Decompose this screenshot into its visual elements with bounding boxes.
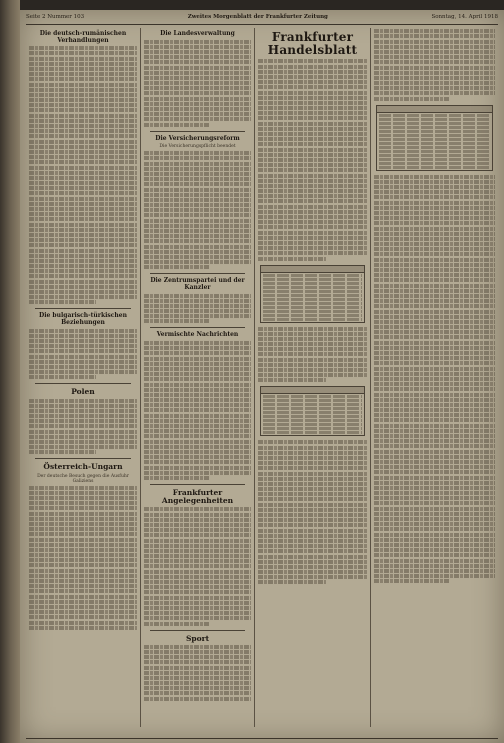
heading-polen: Polen xyxy=(71,387,95,397)
footer-rule xyxy=(26,738,498,739)
article-body xyxy=(144,151,251,269)
financial-table xyxy=(376,105,493,171)
column-4 xyxy=(370,28,498,727)
subheading: Der deutsche Besuch gegen die Ausfuhr Galiziens xyxy=(37,473,129,484)
heading-romanian: Die deutsch-rumänischen Verhandlungen xyxy=(39,30,127,44)
heading-handelsblatt: Frankfurter Handelsblatt xyxy=(267,30,358,58)
heading-landesverwaltung: Die Landesverwaltung xyxy=(160,30,235,37)
divider xyxy=(35,458,131,459)
article-body xyxy=(144,40,251,127)
heading-zentrum: Die Zentrumspartei und der Kanzler xyxy=(150,277,245,291)
divider xyxy=(35,383,131,384)
article-body xyxy=(29,46,137,304)
heading-vermischte: Vermischte Nachrichten xyxy=(156,331,239,339)
divider xyxy=(150,273,245,274)
divider xyxy=(150,327,245,328)
newspaper-masthead: Zweites Morgenblatt der Frankfurter Zeitung xyxy=(187,14,328,20)
header-rule xyxy=(26,24,498,25)
financial-table xyxy=(260,386,365,436)
article-body xyxy=(144,341,251,480)
book-binding xyxy=(0,0,20,743)
article-body xyxy=(29,486,137,630)
divider xyxy=(150,131,245,132)
heading-sport: Sport xyxy=(185,633,210,643)
divider xyxy=(150,484,245,485)
article-body xyxy=(144,294,251,324)
article-body xyxy=(258,327,367,383)
subheading: Die Versicherungspflicht beendet xyxy=(159,144,236,150)
article-body xyxy=(144,507,251,625)
heading-bulgarian: Die bulgarisch-türkischen Beziehungen xyxy=(39,312,127,326)
column-1 xyxy=(26,28,140,727)
article-body xyxy=(374,175,495,584)
issue-date: Sonntag, 14. April 1918 xyxy=(431,14,498,20)
article-body xyxy=(258,59,367,260)
article-body xyxy=(29,329,137,380)
column-3 xyxy=(254,28,370,727)
page-number: Seite 2 Nummer 103 xyxy=(26,14,85,20)
article-body xyxy=(258,440,367,584)
heading-versicherung: Die Versicherungsreform xyxy=(155,134,240,142)
divider xyxy=(150,630,245,631)
financial-table xyxy=(260,265,365,323)
heading-austria: Österreich-Ungarn xyxy=(43,462,123,472)
article-body xyxy=(374,29,495,100)
column-2 xyxy=(140,28,254,727)
article-body xyxy=(144,645,251,701)
page-header xyxy=(26,12,498,22)
article-body xyxy=(29,399,137,455)
heading-frankfurter: Frankfurter Angelegenheiten xyxy=(161,487,234,506)
divider xyxy=(35,308,131,309)
